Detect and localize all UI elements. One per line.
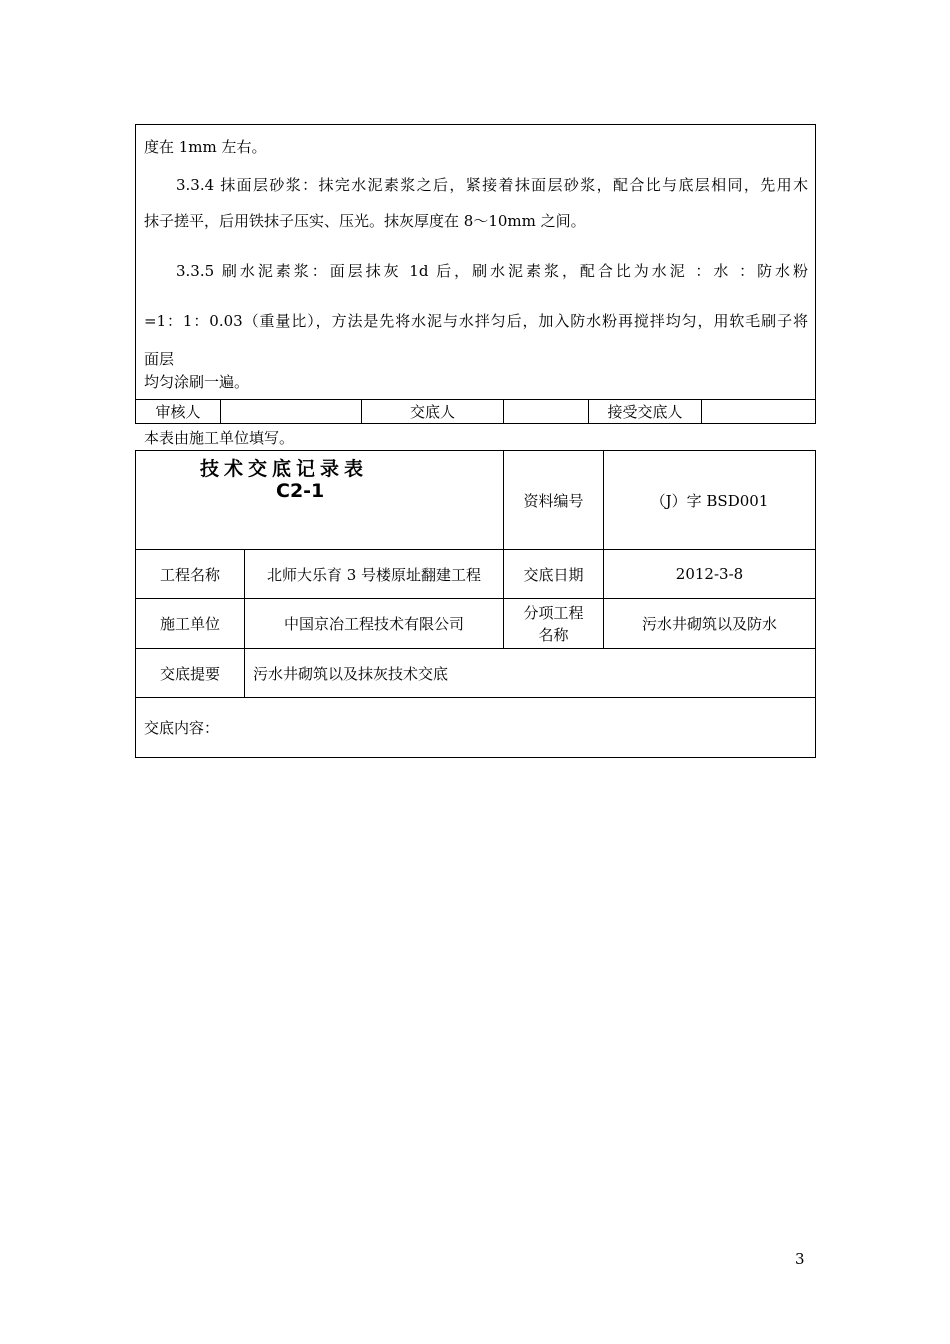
table-title: 技术交底记录表: [200, 458, 369, 480]
contractor-label: 施工单位: [135, 598, 245, 649]
subitem-label: [503, 598, 604, 649]
date-label: 交底日期: [503, 549, 604, 599]
project-label: 工程名称: [135, 549, 245, 599]
doc-no-label: 资料编号: [503, 450, 604, 550]
section-3-3-5-line: 3.3.5 刷水泥素浆：面层抹灰 1d 后，刷水泥素浆，配合比为水泥 ：水 ：防水粉: [176, 262, 808, 280]
presenter-value: [503, 399, 589, 424]
date-value: 2012-3-8: [603, 549, 816, 599]
content-cell: 交底内容：: [135, 697, 816, 758]
subitem-value: 污水井砌筑以及防水: [603, 598, 816, 649]
receiver-label: 接受交底人: [588, 399, 702, 424]
section-3-3-4-line: 3.3.4 抹面层砂浆：抹完水泥素浆之后，紧接着抹面层砂浆，配合比与底层相同，先用木: [176, 176, 808, 194]
table-code: C2-1: [276, 480, 325, 502]
title-cell: [135, 450, 504, 550]
section-3-3-5-line: 均匀涂刷一遍。: [144, 373, 250, 391]
presenter-label: 交底人: [361, 399, 504, 424]
section-3-3-5-line: =1：1：0.03（重量比），方法是先将水泥与水拌匀后，加入防水粉再搅拌均匀，用软毛刷子将: [144, 312, 808, 330]
summary-value: 污水井砌筑以及抹灰技术交底: [244, 648, 816, 698]
subitem-label-line: 名称: [538, 625, 569, 644]
contractor-value: 中国京冶工程技术有限公司: [244, 598, 504, 649]
page-number: 3: [795, 1250, 805, 1268]
receiver-value: [701, 399, 816, 424]
continuation-line: 度在 1mm 左右。: [144, 138, 267, 156]
summary-label: 交底提要: [135, 648, 245, 698]
project-value: 北师大乐育 3 号楼原址翻建工程: [244, 549, 504, 599]
footnote: 本表由施工单位填写。: [144, 429, 295, 447]
reviewer-value: [220, 399, 362, 424]
section-3-3-5-line: 面层: [144, 350, 175, 368]
subitem-label-line: 分项工程: [523, 603, 584, 622]
section-3-3-4-line: 抹子搓平，后用铁抹子压实、压光。抹灰厚度在 8～10mm 之间。: [144, 212, 586, 230]
doc-no-value: （J）字 BSD001: [603, 450, 816, 550]
reviewer-label: 审核人: [135, 399, 221, 424]
